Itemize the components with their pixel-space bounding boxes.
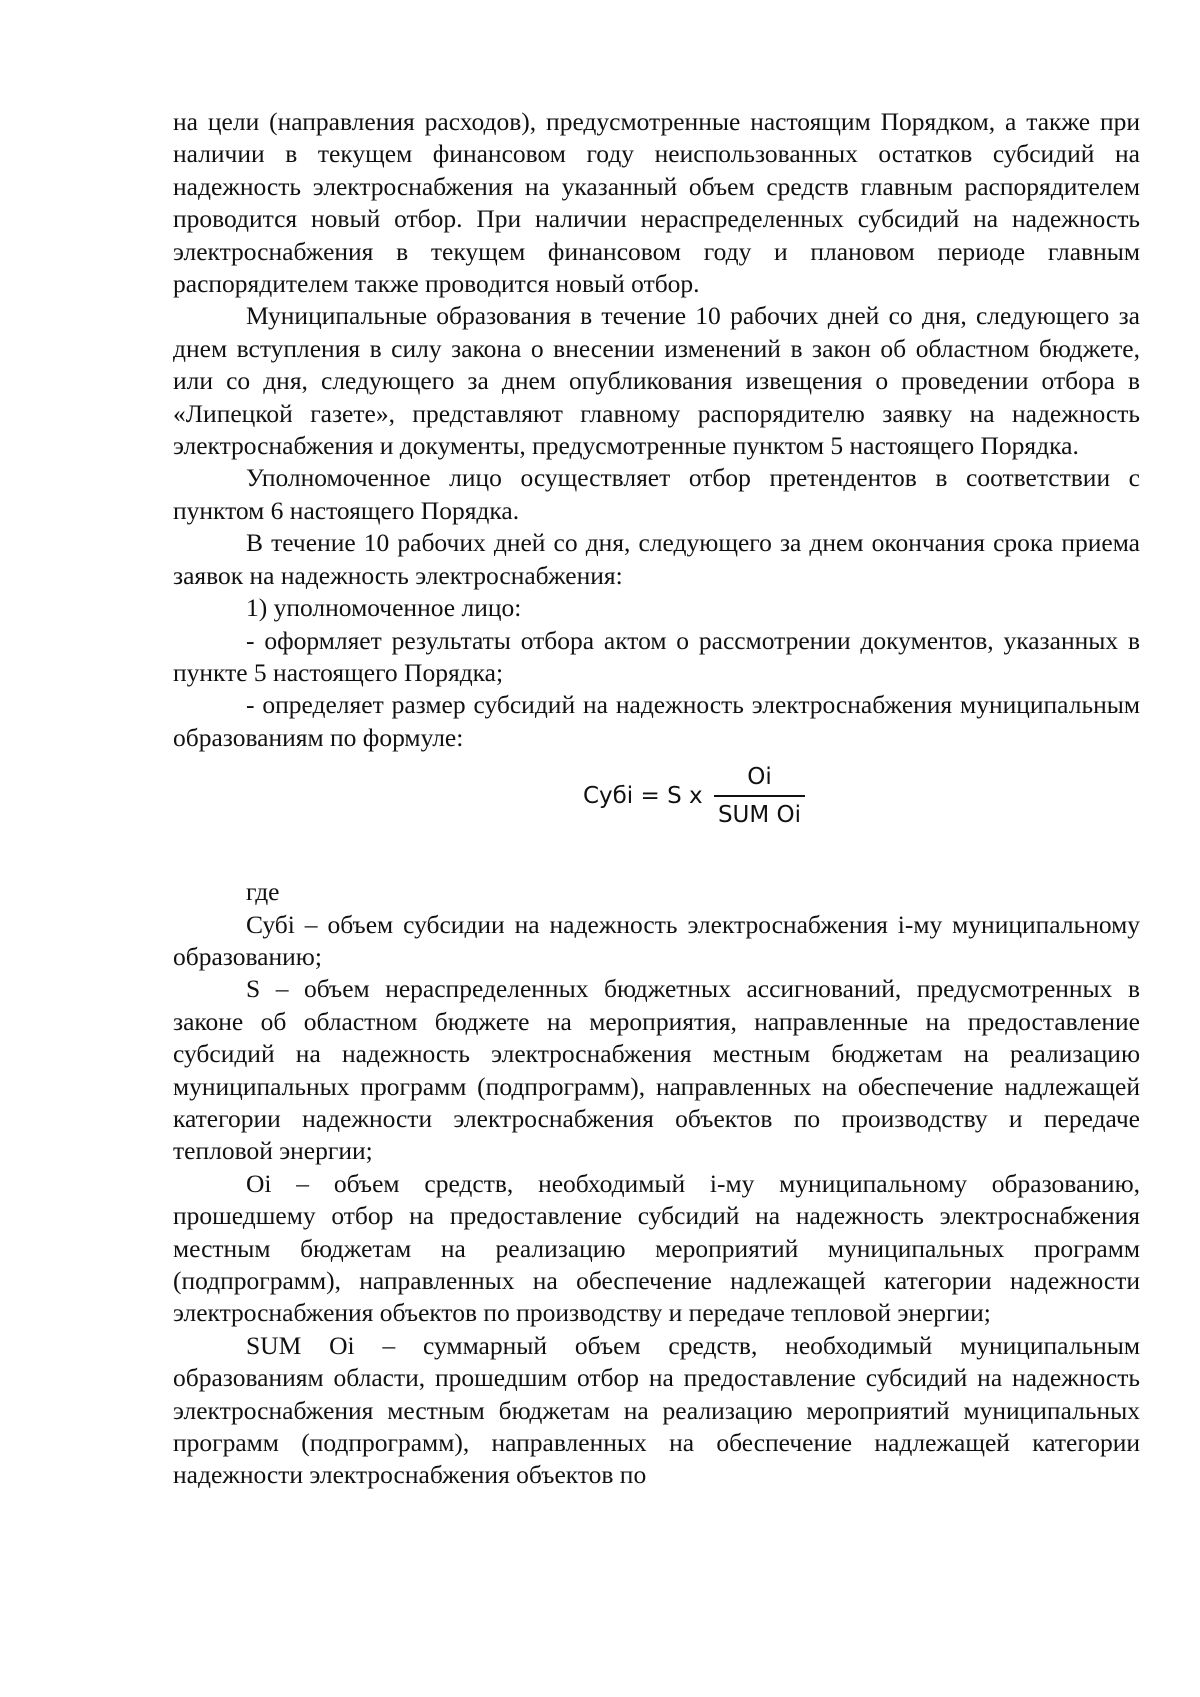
paragraph-municipal-application: Муниципальные образования в течение 10 рабочих дней со дня, следующего за днем вступления в силу закона о внесении изменений в закон об областном бюджете, или со дня, следующего за днем опубликования извещения о проведении отбора в «Липецкой газете», представляют главному распорядителю заявку на надежность электроснабжения и документы, предусмотренные пунктом 5 настоящего Порядка. bbox=[173, 301, 1140, 461]
definition-oi: Oi – объем средств, необходимый i-му муниципальному образованию, прошедшему отбор на предоставление субсидий на надежность электроснабжения местным бюджетам на реализацию мероприятий муниципальных программ (подпрограмм), направленных на обеспечение надлежащей категории надежности электроснабжения объектов по производству и передаче тепловой энергии; bbox=[173, 1168, 1140, 1328]
formula-numerator: Oi bbox=[747, 764, 772, 791]
subsidy-formula bbox=[173, 757, 1140, 835]
definition-where: где bbox=[246, 877, 280, 907]
paragraph-new-selection: на цели (направления расходов), предусмотренные настоящим Порядком, а также при наличии в текущем финансовом году неиспользованных остатков субсидий на надежность электроснабжения на указанный объем средств главным распорядителем проводится новый отбор. При наличии нераспределенных субсидий на надежность электроснабжения в текущем финансовом году и плановом периоде главным распорядителем также проводится новый отбор. bbox=[173, 107, 1140, 299]
formula-fraction bbox=[714, 762, 805, 830]
document-page bbox=[173, 106, 1140, 1492]
definition-sub-i: Субi – объем субсидии на надежность электроснабжения i-му муниципальному образованию; bbox=[173, 909, 1140, 971]
paragraph-authorized-selection: Уполномоченное лицо осуществляет отбор претендентов в соответствии с пунктом 6 настоящего Порядка. bbox=[173, 463, 1140, 525]
formula-lhs: Субi = S x bbox=[582, 782, 710, 809]
list-item-act: - оформляет результаты отбора актом о рассмотрении документов, указанных в пункте 5 настоящего Порядка; bbox=[173, 625, 1140, 687]
list-item-formula-intro: - определяет размер субсидий на надежность электроснабжения муниципальным образованиям по формуле: bbox=[173, 690, 1140, 752]
formula-denominator: SUM Oi bbox=[717, 801, 802, 828]
list-item-authorized-person: 1) уполномоченное лицо: bbox=[246, 593, 522, 623]
definition-s: S – объем нераспределенных бюджетных ассигнований, предусмотренных в законе об областном бюджете на мероприятия, направленные на предоставление субсидий на надежность электроснабжения местным бюджетам на реализацию муниципальных программ (подпрограмм), направленных на обеспечение надлежащей категории надежности электроснабжения объектов по производству и передаче тепловой энергии; bbox=[173, 974, 1140, 1166]
definition-sum-oi: SUM Oi – суммарный объем средств, необходимый муниципальным образованиям области, прошедшим отбор на предоставление субсидий на надежность электроснабжения местным бюджетам на реализацию мероприятий муниципальных программ (подпрограмм), направленных на обеспечение надлежащей категории надежности электроснабжения объектов по bbox=[173, 1330, 1140, 1490]
paragraph-ten-days: В течение 10 рабочих дней со дня, следующего за днем окончания срока приема заявок на надежность электроснабжения: bbox=[173, 528, 1140, 590]
spacer bbox=[173, 844, 1140, 876]
